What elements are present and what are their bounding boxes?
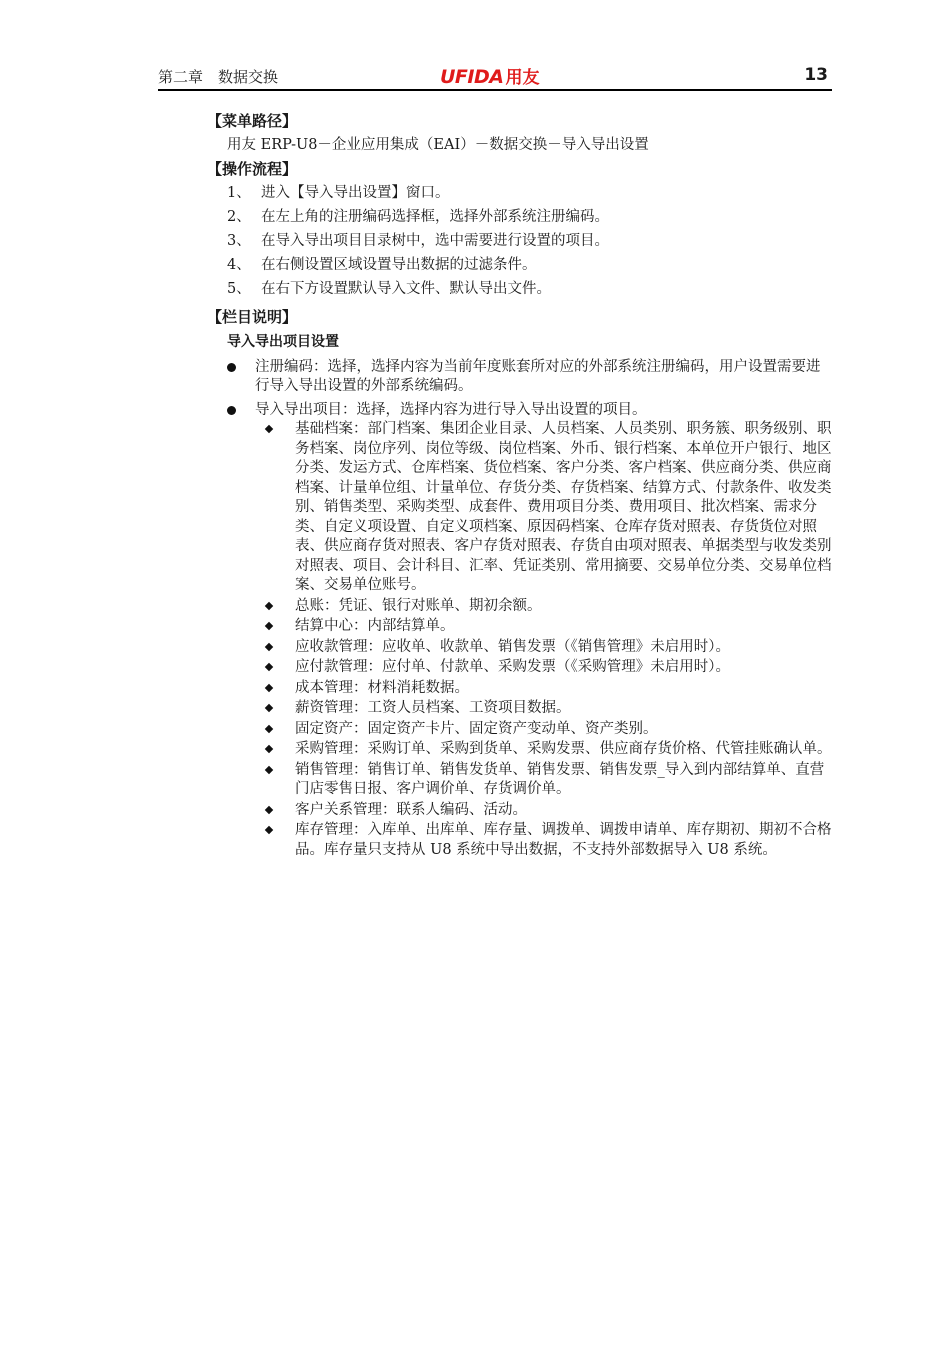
- diamond-bullet-icon: [265, 826, 273, 834]
- list-item: [255, 638, 832, 658]
- import-export-item-list: [255, 420, 832, 860]
- list-item-text: 成本管理：材料消耗数据。: [295, 679, 469, 696]
- diamond-bullet-icon: [265, 622, 273, 630]
- step-number: 5、: [227, 280, 251, 297]
- step-number: 2、: [227, 208, 251, 225]
- bullet-item: [207, 358, 832, 397]
- chapter-title: 第二章 数据交换: [158, 68, 279, 86]
- bullet-text: 导入导出项目：选择，选择内容为进行导入导出设置的项目。: [255, 401, 647, 418]
- diamond-bullet-icon: [265, 425, 273, 433]
- diamond-bullet-icon: [265, 745, 273, 753]
- list-item: [255, 658, 832, 678]
- list-item-text: 固定资产：固定资产卡片、固定资产变动单、资产类别。: [295, 720, 658, 737]
- list-item-text: 客户关系管理：联系人编码、活动。: [295, 801, 527, 818]
- bullet-item: [207, 401, 832, 861]
- logo-cn-text: 用友: [505, 68, 540, 88]
- page-number: 13: [804, 65, 828, 85]
- step-text: 在左上角的注册编码选择框，选择外部系统注册编码。: [261, 208, 609, 225]
- diamond-bullet-icon: [265, 663, 273, 671]
- list-item: [255, 699, 832, 719]
- menu-path-text: 用友 ERP-U8－企业应用集成（EAI）－数据交换－导入导出设置: [227, 137, 649, 153]
- diamond-bullet-icon: [265, 642, 273, 650]
- list-item: [255, 617, 832, 637]
- step-text: 在右侧设置区域设置导出数据的过滤条件。: [261, 256, 537, 273]
- list-item-text: 销售管理：销售订单、销售发货单、销售发票、销售发票_导入到内部结算单、直营门店零售日报、客户调价单、存货调价单。: [295, 761, 825, 797]
- list-item-text: 结算中心：内部结算单。: [295, 618, 455, 634]
- workflow-heading: 【操作流程】: [207, 159, 298, 178]
- list-item-text: 应收款管理：应收单、收款单、销售发票（《销售管理》未启用时）。: [295, 638, 730, 655]
- page-header: [158, 63, 832, 91]
- step-text: 在导入导出项目目录树中，选中需要进行设置的项目。: [261, 232, 609, 249]
- diamond-bullet-icon: [265, 704, 273, 712]
- workflow-step: [227, 256, 832, 280]
- list-item: [255, 821, 832, 860]
- step-number: 4、: [227, 256, 251, 273]
- columns-subheading: 导入导出项目设置: [227, 333, 339, 350]
- diamond-bullet-icon: [265, 765, 273, 773]
- list-item: [255, 801, 832, 821]
- workflow-step: [227, 280, 832, 304]
- list-item-text: 采购管理：采购订单、采购到货单、采购发票、供应商存货价格、代管挂账确认单。: [295, 741, 832, 757]
- list-item-text: 库存管理：入库单、出库单、库存量、调拨单、调拨申请单、库存期初、期初不合格品。库存量只支持从 U8 系统中导出数据，不支持外部数据导入 U8 系统。: [295, 822, 832, 858]
- diamond-bullet-icon: [265, 724, 273, 732]
- step-number: 3、: [227, 232, 251, 249]
- list-item: [255, 420, 832, 596]
- list-item: [255, 720, 832, 740]
- columns-heading: 【栏目说明】: [207, 307, 298, 326]
- workflow-step: [227, 208, 832, 232]
- diamond-bullet-icon: [265, 683, 273, 691]
- diamond-bullet-icon: [265, 601, 273, 609]
- list-item-text: 应付款管理：应付单、付款单、采购发票（《采购管理》未启用时）。: [295, 659, 730, 675]
- list-item-text: 薪资管理：工资人员档案、工资项目数据。: [295, 700, 571, 716]
- workflow-step: [227, 232, 832, 256]
- ufida-logo: [440, 63, 539, 88]
- bullet-dot-icon: [227, 406, 236, 415]
- page-content: [207, 112, 832, 864]
- step-text: 进入【导入导出设置】窗口。: [261, 184, 450, 201]
- list-item: [255, 761, 832, 800]
- list-item: [255, 740, 832, 760]
- bullet-text: 注册编码：选择，选择内容为当前年度账套所对应的外部系统注册编码，用户设置需要进行导入导出设置的外部系统编码。: [255, 358, 821, 394]
- workflow-steps: [227, 184, 832, 304]
- list-item-text: 总账：凭证、银行对账单、期初余额。: [295, 597, 542, 614]
- bullet-dot-icon: [227, 363, 236, 372]
- diamond-bullet-icon: [265, 805, 273, 813]
- logo-brand-text: UFIDA: [440, 66, 504, 88]
- step-text: 在右下方设置默认导入文件、默认导出文件。: [261, 280, 551, 297]
- list-item: [255, 679, 832, 699]
- step-number: 1、: [227, 184, 251, 201]
- workflow-step: [227, 184, 832, 208]
- list-item: [255, 597, 832, 617]
- menu-path-heading: 【菜单路径】: [207, 112, 298, 130]
- column-bullets: [207, 358, 832, 861]
- list-item-text: 基础档案：部门档案、集团企业目录、人员档案、人员类别、职务簇、职务级别、职务档案、岗位序列、岗位等级、岗位档案、外币、银行档案、本单位开户银行、地区分类、发运方式、仓库档案、货位档案、客户分类、客户档案、供应商分类、供应商档案、计量单位组、计量单位、存货分类、存货档案、结算方式、付款条件、收发类别、销售类型、采购类型、成套件、费用项目分类、费用项目、批次档案、需求分类、自定义项设置、自定义项档案、原因码档案、仓库存货对照表、存货货位对照表、供应商存货对照表、客户存货对照表、存货自由项对照表、单据类型与收发类别对照表、项目、会计科目、汇率、凭证类别、常用摘要、交易单位分类、交易单位档案、交易单位账号。: [295, 421, 832, 593]
